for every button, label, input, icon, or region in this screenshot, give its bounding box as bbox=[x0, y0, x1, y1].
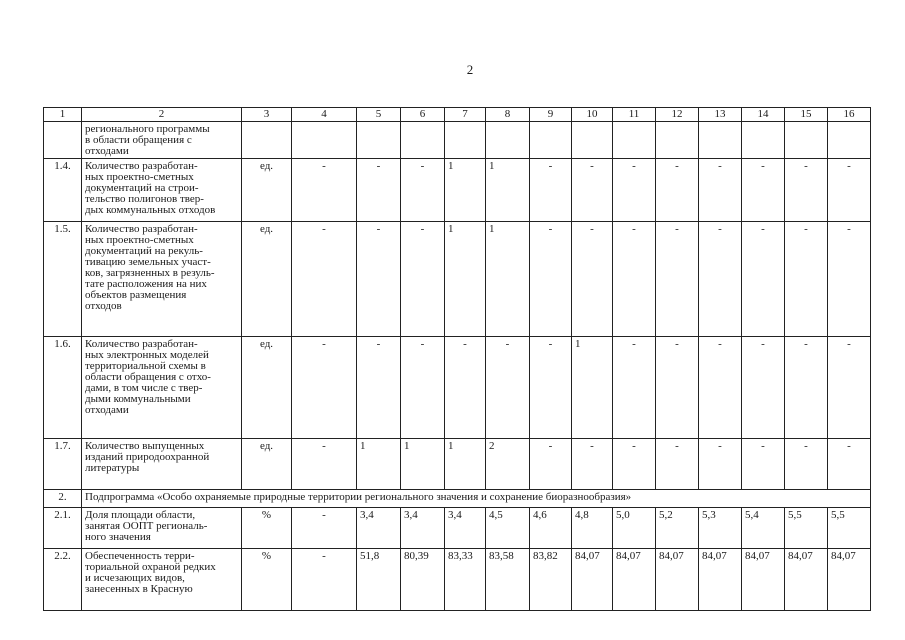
indicator-name bbox=[82, 549, 242, 611]
column-header-11: 11 bbox=[613, 108, 656, 122]
row-number bbox=[44, 122, 82, 159]
value-cell-col-6: 3,4 bbox=[401, 508, 445, 549]
table-row bbox=[44, 222, 871, 337]
table-row bbox=[44, 122, 871, 159]
value-cell-col-12: 5,2 bbox=[656, 508, 699, 549]
indicator-name-line: области обращения с отхо- bbox=[85, 371, 211, 383]
indicators-table bbox=[43, 107, 871, 611]
indicator-name bbox=[82, 337, 242, 439]
column-header-5: 5 bbox=[357, 108, 401, 122]
column-header-13: 13 bbox=[699, 108, 742, 122]
value-cell-col-12: - bbox=[656, 222, 699, 337]
value-cell-col-6: - bbox=[401, 337, 445, 439]
value-cell-col-4: - bbox=[292, 337, 357, 439]
value-cell-col-8: 1 bbox=[486, 222, 530, 337]
value-cell-col-7: 1 bbox=[445, 222, 486, 337]
table-header bbox=[44, 108, 871, 122]
value-cell-col-8: 83,58 bbox=[486, 549, 530, 611]
value-cell-col-7: 83,33 bbox=[445, 549, 486, 611]
row-number: 1.6. bbox=[44, 337, 82, 439]
unit-cell bbox=[242, 122, 292, 159]
column-header-8: 8 bbox=[486, 108, 530, 122]
indicator-name-line: литературы bbox=[85, 462, 140, 474]
row-number: 2. bbox=[44, 490, 82, 508]
value-cell-col-7: 1 bbox=[445, 159, 486, 222]
indicator-name-line: Количество разработан- bbox=[85, 338, 198, 350]
unit-cell: % bbox=[242, 549, 292, 611]
value-cell-col-6: - bbox=[401, 222, 445, 337]
column-header-7: 7 bbox=[445, 108, 486, 122]
value-cell-col-14: - bbox=[742, 159, 785, 222]
value-cell-col-10: - bbox=[572, 159, 613, 222]
value-cell-col-10: - bbox=[572, 222, 613, 337]
column-header-1: 1 bbox=[44, 108, 82, 122]
value-cell-col-14: - bbox=[742, 222, 785, 337]
indicator-name-line: отходов bbox=[85, 300, 122, 312]
value-cell-col-10: 4,8 bbox=[572, 508, 613, 549]
indicator-name-line: дыми коммунальными bbox=[85, 393, 191, 405]
value-cell-col-15: - bbox=[785, 222, 828, 337]
indicator-name-line: дых коммунальных отходов bbox=[85, 204, 216, 216]
indicator-name-line: Доля площади области, bbox=[85, 509, 196, 521]
value-cell-col-13: - bbox=[699, 337, 742, 439]
value-cell-col-8 bbox=[486, 122, 530, 159]
value-cell-col-12: - bbox=[656, 439, 699, 490]
row-number: 1.5. bbox=[44, 222, 82, 337]
value-cell-col-6: 80,39 bbox=[401, 549, 445, 611]
header-row bbox=[44, 108, 871, 122]
indicator-name-line: объектов размещения bbox=[85, 289, 187, 301]
value-cell-col-9: - bbox=[530, 337, 572, 439]
value-cell-col-9 bbox=[530, 122, 572, 159]
row-number: 1.4. bbox=[44, 159, 82, 222]
indicator-name-line: тивацию земельных участ- bbox=[85, 256, 211, 268]
value-cell-col-4: - bbox=[292, 549, 357, 611]
value-cell-col-6: - bbox=[401, 159, 445, 222]
value-cell-col-15: 5,5 bbox=[785, 508, 828, 549]
indicator-name-line: территориальной схемы в bbox=[85, 360, 206, 372]
indicator-name bbox=[82, 159, 242, 222]
unit-cell: ед. bbox=[242, 222, 292, 337]
column-header-3: 3 bbox=[242, 108, 292, 122]
value-cell-col-5: 51,8 bbox=[357, 549, 401, 611]
indicator-name bbox=[82, 508, 242, 549]
value-cell-col-9: - bbox=[530, 222, 572, 337]
row-number: 2.2. bbox=[44, 549, 82, 611]
value-cell-col-12: - bbox=[656, 337, 699, 439]
indicator-name-line: дами, в том числе с твер- bbox=[85, 382, 203, 394]
column-header-9: 9 bbox=[530, 108, 572, 122]
table-row bbox=[44, 159, 871, 222]
value-cell-col-5: 1 bbox=[357, 439, 401, 490]
value-cell-col-5: - bbox=[357, 337, 401, 439]
table-body bbox=[44, 122, 871, 611]
indicator-name-line: документаций на рекуль- bbox=[85, 245, 203, 257]
column-header-14: 14 bbox=[742, 108, 785, 122]
indicator-name-line: отходами bbox=[85, 145, 129, 157]
value-cell-col-14: 84,07 bbox=[742, 549, 785, 611]
value-cell-col-14: - bbox=[742, 337, 785, 439]
indicator-name-line: регионального программы bbox=[85, 123, 210, 135]
value-cell-col-6 bbox=[401, 122, 445, 159]
value-cell-col-14: 5,4 bbox=[742, 508, 785, 549]
page-number: 2 bbox=[466, 62, 474, 77]
indicator-name-line: Количество разработан- bbox=[85, 223, 198, 235]
indicator-name-line: ториальной охраной редких bbox=[85, 561, 216, 573]
value-cell-col-14: - bbox=[742, 439, 785, 490]
value-cell-col-4: - bbox=[292, 222, 357, 337]
column-header-6: 6 bbox=[401, 108, 445, 122]
indicator-name bbox=[82, 439, 242, 490]
indicator-name-line: ного значения bbox=[85, 531, 151, 543]
value-cell-col-16: 5,5 bbox=[828, 508, 871, 549]
value-cell-col-16: - bbox=[828, 337, 871, 439]
indicator-name-line: изданий природоохранной bbox=[85, 451, 210, 463]
value-cell-col-8: 1 bbox=[486, 159, 530, 222]
value-cell-col-12: - bbox=[656, 159, 699, 222]
value-cell-col-7 bbox=[445, 122, 486, 159]
indicator-name-line: в области обращения с bbox=[85, 134, 192, 146]
value-cell-col-5: - bbox=[357, 222, 401, 337]
value-cell-col-11: 84,07 bbox=[613, 549, 656, 611]
column-header-10: 10 bbox=[572, 108, 613, 122]
value-cell-col-16: - bbox=[828, 222, 871, 337]
value-cell-col-11: - bbox=[613, 159, 656, 222]
value-cell-col-9: - bbox=[530, 159, 572, 222]
indicator-name-line: занесенных в Красную bbox=[85, 583, 193, 595]
indicator-name-line: Количество разработан- bbox=[85, 160, 198, 172]
value-cell-col-8: 4,5 bbox=[486, 508, 530, 549]
value-cell-col-6: 1 bbox=[401, 439, 445, 490]
indicator-name-line: документаций на строи- bbox=[85, 182, 199, 194]
value-cell-col-9: - bbox=[530, 439, 572, 490]
indicator-name-line: Обеспеченность терри- bbox=[85, 550, 195, 562]
value-cell-col-15: 84,07 bbox=[785, 549, 828, 611]
value-cell-col-5: 3,4 bbox=[357, 508, 401, 549]
row-number: 2.1. bbox=[44, 508, 82, 549]
indicator-name bbox=[82, 122, 242, 159]
value-cell-col-16: 84,07 bbox=[828, 549, 871, 611]
table-row bbox=[44, 549, 871, 611]
value-cell-col-11: 5,0 bbox=[613, 508, 656, 549]
value-cell-col-10: 84,07 bbox=[572, 549, 613, 611]
value-cell-col-4: - bbox=[292, 159, 357, 222]
indicator-name-line: ных проектно-сметных bbox=[85, 234, 194, 246]
value-cell-col-7: 3,4 bbox=[445, 508, 486, 549]
row-number: 1.7. bbox=[44, 439, 82, 490]
value-cell-col-4: - bbox=[292, 439, 357, 490]
unit-cell: ед. bbox=[242, 439, 292, 490]
value-cell-col-11: - bbox=[613, 222, 656, 337]
indicator-name-line: ков, загрязненных в резуль- bbox=[85, 267, 215, 279]
indicator-name-line: занятая ООПТ региональ- bbox=[85, 520, 208, 532]
indicator-name-line: тельство полигонов твер- bbox=[85, 193, 204, 205]
table-row bbox=[44, 337, 871, 439]
value-cell-col-8: 2 bbox=[486, 439, 530, 490]
indicator-name-line: отходами bbox=[85, 404, 129, 416]
indicator-name-line: тате расположения на них bbox=[85, 278, 207, 290]
value-cell-col-5 bbox=[357, 122, 401, 159]
unit-cell: % bbox=[242, 508, 292, 549]
value-cell-col-14 bbox=[742, 122, 785, 159]
value-cell-col-10: 1 bbox=[572, 337, 613, 439]
value-cell-col-12: 84,07 bbox=[656, 549, 699, 611]
value-cell-col-15 bbox=[785, 122, 828, 159]
indicator-name-line: ных электронных моделей bbox=[85, 349, 209, 361]
indicator-name-line: ных проектно-сметных bbox=[85, 171, 194, 183]
value-cell-col-9: 4,6 bbox=[530, 508, 572, 549]
value-cell-col-10 bbox=[572, 122, 613, 159]
table-row bbox=[44, 490, 871, 508]
value-cell-col-5: - bbox=[357, 159, 401, 222]
value-cell-col-11: - bbox=[613, 439, 656, 490]
column-header-2: 2 bbox=[82, 108, 242, 122]
value-cell-col-15: - bbox=[785, 439, 828, 490]
value-cell-col-13: - bbox=[699, 439, 742, 490]
subprogram-title: Подпрограмма «Особо охраняемые природные территории регионального значения и сохранение биоразнообразия» bbox=[82, 490, 871, 508]
value-cell-col-13 bbox=[699, 122, 742, 159]
value-cell-col-16: - bbox=[828, 159, 871, 222]
column-header-4: 4 bbox=[292, 108, 357, 122]
indicator-name-line: Количество выпущенных bbox=[85, 440, 205, 452]
value-cell-col-13: 84,07 bbox=[699, 549, 742, 611]
value-cell-col-13: - bbox=[699, 222, 742, 337]
value-cell-col-9: 83,82 bbox=[530, 549, 572, 611]
value-cell-col-13: 5,3 bbox=[699, 508, 742, 549]
column-header-12: 12 bbox=[656, 108, 699, 122]
value-cell-col-11: - bbox=[613, 337, 656, 439]
value-cell-col-10: - bbox=[572, 439, 613, 490]
value-cell-col-15: - bbox=[785, 159, 828, 222]
unit-cell: ед. bbox=[242, 337, 292, 439]
value-cell-col-13: - bbox=[699, 159, 742, 222]
value-cell-col-7: 1 bbox=[445, 439, 486, 490]
value-cell-col-12 bbox=[656, 122, 699, 159]
column-header-16: 16 bbox=[828, 108, 871, 122]
table-row bbox=[44, 508, 871, 549]
indicator-name-line: и исчезающих видов, bbox=[85, 572, 185, 584]
indicator-name bbox=[82, 222, 242, 337]
value-cell-col-4: - bbox=[292, 508, 357, 549]
value-cell-col-16 bbox=[828, 122, 871, 159]
table-row bbox=[44, 439, 871, 490]
value-cell-col-16: - bbox=[828, 439, 871, 490]
value-cell-col-7: - bbox=[445, 337, 486, 439]
column-header-15: 15 bbox=[785, 108, 828, 122]
value-cell-col-15: - bbox=[785, 337, 828, 439]
value-cell-col-4 bbox=[292, 122, 357, 159]
value-cell-col-8: - bbox=[486, 337, 530, 439]
value-cell-col-11 bbox=[613, 122, 656, 159]
unit-cell: ед. bbox=[242, 159, 292, 222]
